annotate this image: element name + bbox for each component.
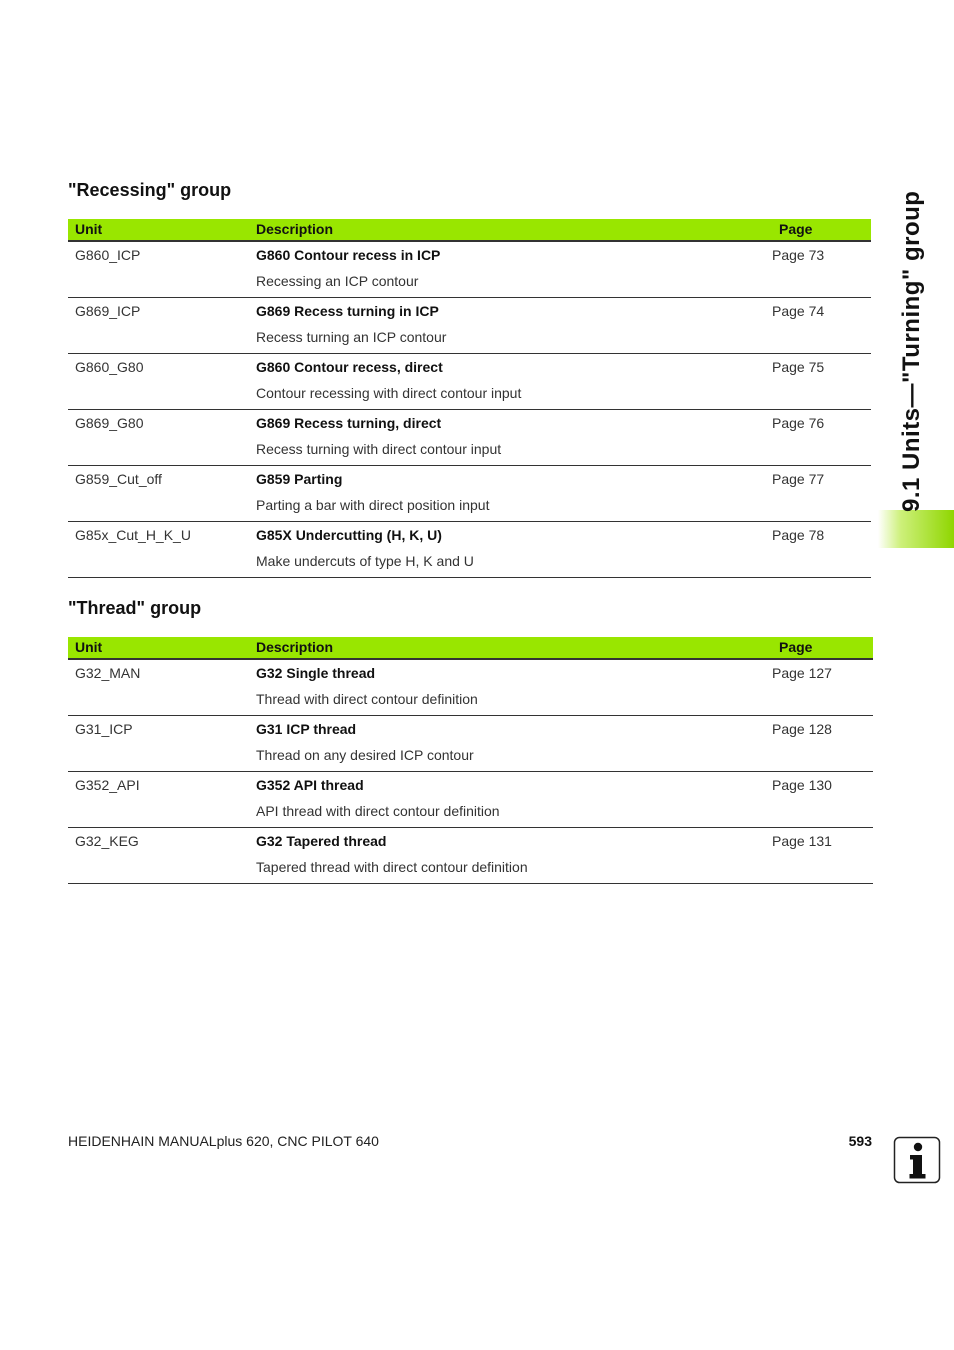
unit-description: Parting a bar with direct position input [256, 496, 490, 513]
thread-heading: "Thread" group [68, 598, 202, 618]
unit-title: G85X Undercutting (H, K, U) [256, 526, 442, 543]
unit-description: Make undercuts of type H, K and U [256, 552, 474, 569]
chapter-title: 9.1 Units—"Turning" group [898, 190, 925, 512]
column-header-page: Page [772, 637, 873, 659]
table-row [68, 241, 871, 297]
page-reference-link[interactable]: Page 127 [772, 665, 832, 681]
column-header-unit: Unit [68, 637, 249, 659]
unit-description: Recess turning an ICP contour [256, 328, 447, 345]
page-reference-link[interactable]: Page 74 [772, 302, 825, 319]
recessing-heading: "Recessing" group [68, 180, 232, 200]
unit-description: Tapered thread with direct contour definition [256, 858, 528, 875]
unit-description: Recessing an ICP contour [256, 273, 419, 289]
unit-name: G860_ICP [75, 247, 141, 263]
column-header-description: Description [249, 637, 772, 659]
page-reference-link[interactable]: Page 78 [772, 526, 825, 543]
table-header-row [68, 219, 871, 241]
column-header-unit: Unit [68, 219, 249, 241]
page-reference-link[interactable]: Page 77 [772, 470, 825, 487]
unit-name: G31_ICP [75, 720, 133, 737]
unit-name: G859_Cut_off [75, 470, 162, 487]
unit-title: G860 Contour recess, direct [256, 358, 443, 375]
column-header-page: Page [772, 219, 871, 241]
page-reference-link[interactable]: Page 131 [772, 832, 832, 849]
table-row [68, 409, 871, 465]
footer-page-number: 593 [848, 1133, 872, 1149]
page-reference-link[interactable]: Page 128 [772, 720, 832, 737]
table-row [68, 715, 873, 771]
unit-title: G32 Single thread [256, 665, 376, 681]
table-row [68, 771, 873, 827]
unit-description: Recess turning with direct contour input [256, 440, 502, 457]
table-row [68, 353, 871, 409]
unit-name: G32_KEG [75, 832, 139, 849]
page-reference-link[interactable]: Page 130 [772, 776, 832, 793]
unit-description: Thread with direct contour definition [256, 691, 478, 707]
table-header-row [68, 637, 873, 659]
unit-name: G860_G80 [75, 358, 144, 375]
table-row [68, 521, 871, 577]
column-header-description: Description [249, 219, 772, 241]
page-reference-link[interactable]: Page 73 [772, 247, 825, 263]
unit-name: G352_API [75, 776, 140, 793]
unit-description: Thread on any desired ICP contour [256, 746, 474, 763]
unit-title: G31 ICP thread [256, 720, 357, 737]
table-row [68, 297, 871, 353]
unit-description: Contour recessing with direct contour input [256, 384, 522, 401]
page-reference-link[interactable]: Page 75 [772, 358, 825, 375]
unit-title: G352 API thread [256, 776, 364, 793]
table-row [68, 465, 871, 521]
unit-name: G85x_Cut_H_K_U [75, 526, 191, 543]
footer-manual-title: HEIDENHAIN MANUALplus 620, CNC PILOT 640 [68, 1133, 379, 1149]
thread-table [68, 637, 873, 884]
chapter-tab [878, 510, 954, 548]
unit-description: API thread with direct contour definition [256, 802, 500, 819]
info-icon[interactable] [893, 1136, 941, 1184]
unit-name: G32_MAN [75, 665, 141, 681]
table-row [68, 659, 873, 715]
unit-title: G859 Parting [256, 470, 343, 487]
unit-title: G860 Contour recess in ICP [256, 247, 441, 263]
unit-title: G32 Tapered thread [256, 832, 387, 849]
table-row [68, 827, 873, 883]
recessing-table [68, 219, 871, 578]
unit-title: G869 Recess turning, direct [256, 414, 442, 431]
page-reference-link[interactable]: Page 76 [772, 414, 825, 431]
unit-name: G869_ICP [75, 302, 141, 319]
unit-title: G869 Recess turning in ICP [256, 302, 439, 319]
unit-name: G869_G80 [75, 414, 144, 431]
